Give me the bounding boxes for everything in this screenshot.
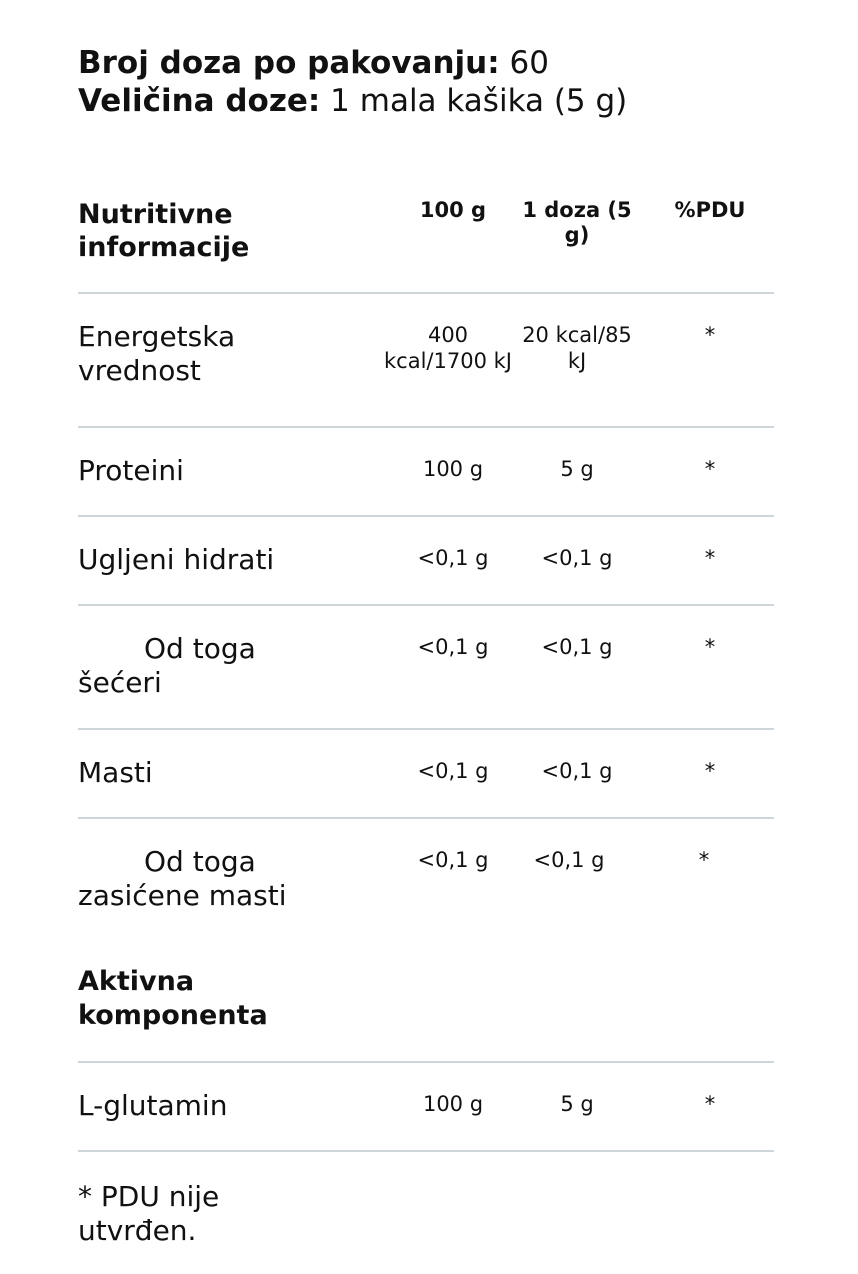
- row-per100: 400 kcal/1700 kJ: [384, 323, 512, 373]
- row-per-dose: 20 kcal/85 kJ: [522, 323, 632, 373]
- row-pdu: *: [698, 848, 710, 872]
- row-per-dose: 5 g: [560, 1092, 594, 1116]
- row-per-dose: <0,1 g: [541, 759, 613, 783]
- column-header-per-dose: 1 doza (5 g): [522, 198, 632, 247]
- row-pdu: *: [704, 323, 716, 347]
- divider: [78, 292, 774, 294]
- footnote: * PDU nije utvrđen.: [78, 1180, 220, 1247]
- row-name: Ugljeni hidrati: [78, 543, 275, 576]
- column-header-pdu: %PDU: [674, 198, 746, 222]
- row-per-dose: <0,1 g: [541, 635, 613, 659]
- row-pdu: *: [704, 1092, 716, 1116]
- row-per100: <0,1 g: [417, 635, 489, 659]
- row-name: Od toga šećeri: [78, 632, 256, 699]
- row-per-dose: <0,1 g: [533, 848, 605, 872]
- section-title-active-component: Aktivna komponenta: [78, 966, 268, 1031]
- divider: [78, 728, 774, 730]
- row-name: Energetska vrednost: [78, 320, 236, 387]
- divider: [78, 604, 774, 606]
- row-pdu: *: [704, 457, 716, 481]
- row-per100: <0,1 g: [417, 848, 489, 872]
- row-per-dose: 5 g: [560, 457, 594, 481]
- row-pdu: *: [704, 635, 716, 659]
- row-per100: <0,1 g: [417, 546, 489, 570]
- servings-per-package: [78, 44, 627, 82]
- serving-size: [78, 82, 627, 120]
- servings-label: Broj doza po pakovanju:: [78, 45, 500, 81]
- column-header-name: Nutritivne informacije: [78, 199, 250, 263]
- row-per-dose: <0,1 g: [541, 546, 613, 570]
- serving-info: [78, 44, 627, 120]
- column-header-per100: 100 g: [419, 198, 487, 222]
- divider: [78, 426, 774, 428]
- row-pdu: *: [704, 546, 716, 570]
- divider: [78, 817, 774, 819]
- row-name: Od toga zasićene masti: [78, 845, 287, 912]
- divider: [78, 1150, 774, 1152]
- row-per100: 100 g: [422, 1092, 484, 1116]
- row-name: L-glutamin: [78, 1089, 228, 1122]
- row-name: Proteini: [78, 454, 184, 487]
- divider: [78, 515, 774, 517]
- divider: [78, 1061, 774, 1063]
- row-name: Masti: [78, 756, 153, 789]
- row-pdu: *: [704, 759, 716, 783]
- serving-size-value: 1 mala kašika (5 g): [320, 83, 628, 119]
- row-per100: <0,1 g: [417, 759, 489, 783]
- servings-value: 60: [499, 45, 549, 81]
- row-per100: 100 g: [422, 457, 484, 481]
- serving-size-label: Veličina doze:: [78, 83, 321, 119]
